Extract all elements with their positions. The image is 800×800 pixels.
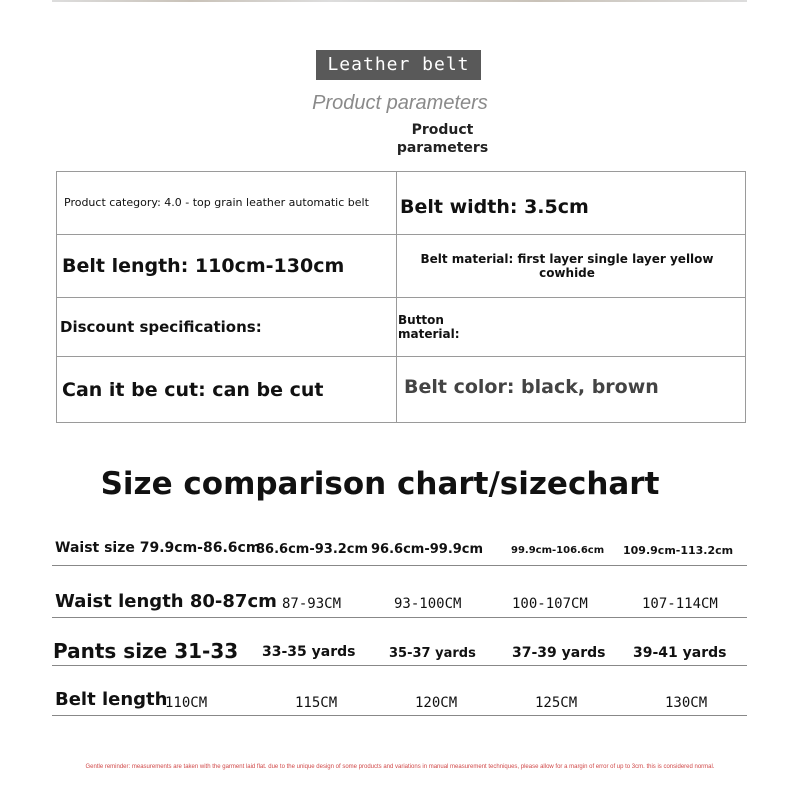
- section-subtitle-italic: Product parameters: [312, 92, 488, 114]
- parameters-table: [56, 171, 746, 423]
- size-cell: 86.6cm-93.2cm: [256, 542, 369, 557]
- product-label: Leather belt: [316, 50, 481, 80]
- param-material: Belt material: first layer single layer yellow cowhide: [420, 251, 714, 280]
- gentle-reminder: Gentle reminder: measurements are taken with the garment laid flat. due to the unique design of some products and variations in manual measurement techniques, please allow for a margin of error of up to 3cm. this is considered normal.: [85, 764, 715, 770]
- size-cell: 115CM: [295, 695, 338, 711]
- param-width: Belt width: 3.5cm: [400, 196, 589, 218]
- size-cell: 110CM: [165, 695, 208, 711]
- size-cell: 107-114CM: [642, 596, 718, 612]
- size-cell: 33-35 yards: [262, 644, 356, 660]
- size-cell: 35-37 yards: [389, 646, 476, 661]
- size-cell: 37-39 yards: [512, 645, 606, 661]
- param-category: Product category: 4.0 - top grain leather automatic belt: [64, 196, 369, 209]
- row-divider: [52, 715, 747, 716]
- param-discount: Discount specifications:: [60, 317, 262, 336]
- size-row-pants-size: [52, 636, 747, 666]
- size-cell: 39-41 yards: [633, 645, 727, 661]
- size-chart-title: Size comparison chart/sizechart: [100, 466, 660, 502]
- size-row-waist-size: [52, 536, 747, 566]
- size-cell: Pants size 31-33: [53, 639, 239, 663]
- size-row-belt-length: [52, 686, 747, 716]
- size-cell: 96.6cm-99.9cm: [371, 542, 484, 557]
- size-cell: 125CM: [535, 695, 578, 711]
- param-cut: Can it be cut: can be cut: [62, 379, 324, 401]
- top-divider: [52, 0, 747, 2]
- param-button: Button material:: [398, 312, 460, 341]
- section-subtitle: Product parameters: [396, 122, 489, 156]
- size-cell: Waist length 80-87cm: [55, 591, 277, 612]
- size-cell: Belt length: [55, 689, 168, 710]
- param-color: Belt color: black, brown: [404, 376, 659, 398]
- size-row-waist-length: [52, 586, 747, 618]
- size-cell: 100-107CM: [512, 596, 588, 612]
- row-divider: [52, 565, 747, 566]
- size-cell: 109.9cm-113.2cm: [623, 544, 734, 557]
- size-cell: 120CM: [415, 695, 458, 711]
- size-cell: 99.9cm-106.6cm: [511, 545, 605, 556]
- param-length: Belt length: 110cm-130cm: [62, 254, 345, 277]
- size-cell: Waist size 79.9cm-86.6cm: [55, 540, 261, 556]
- size-cell: 130CM: [665, 695, 708, 711]
- row-divider: [52, 665, 747, 666]
- size-cell: 87-93CM: [282, 596, 342, 612]
- size-cell: 93-100CM: [394, 596, 462, 612]
- row-divider: [52, 617, 747, 618]
